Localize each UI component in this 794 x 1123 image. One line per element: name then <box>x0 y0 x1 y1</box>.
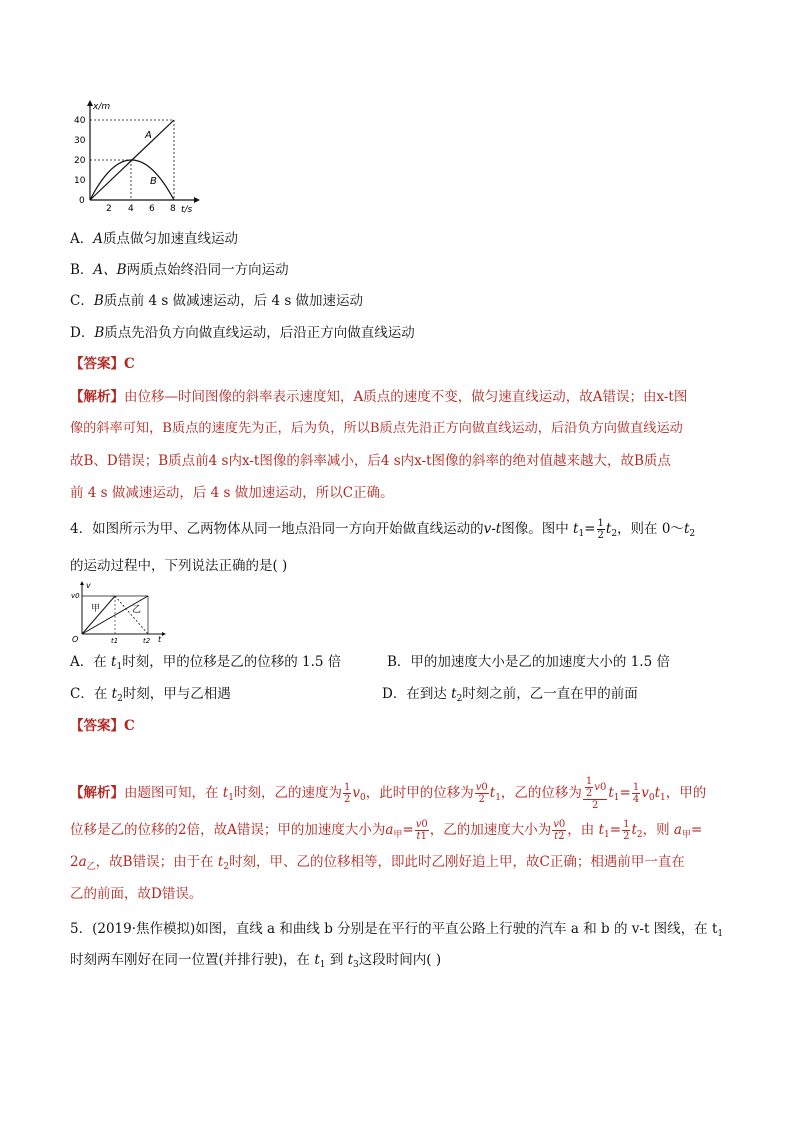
q4-analysis-line-2: 位移是乙的位移的2倍，故A错误；甲的加速度大小为$a_甲=$ $\frac{v0}{t1}$ ，乙的加速度大小为 $\frac{v0}{t2}$ ，由 $t_1=$ $\frac{1}{2}$ $t_2$，则 $a_甲=$ <box>70 819 703 842</box>
y-axis-label: x/m <box>93 102 111 112</box>
y-tick: 0 <box>79 196 85 206</box>
v0-label: v0 <box>71 592 80 600</box>
x-tick: 4 <box>128 204 134 214</box>
xt-graph <box>70 98 200 216</box>
origin-label: O <box>72 635 79 644</box>
label-b: B <box>150 176 157 187</box>
vt-graph <box>70 580 170 644</box>
curve-b <box>90 160 174 200</box>
q3-answer: 【答案】C <box>70 356 135 372</box>
q3-option-b: B．A、B两质点始终沿同一方向运动 <box>70 262 289 278</box>
q4-option-a: A．在 $t_1$时刻，甲的位移是乙的位移的 1.5 倍 <box>70 654 342 672</box>
q4-option-d: D．在到达 $t_2$时刻之前，乙一直在甲的前面 <box>382 686 638 704</box>
q5-stem-line-2: 时刻两车刚好在同一位置(并排行驶)，在 $t_1$ 到 $t_3$这段时间内( ) <box>70 952 442 970</box>
line-jia <box>82 596 115 634</box>
q3-option-d: D．B质点先沿负方向做直线运动，后沿正方向做直线运动 <box>70 325 415 341</box>
q4-stem-line-1: 4．如图所示为甲、乙两物体从同一地点沿同一方向开始做直线运动的v-t图像。图中 $t_1=$ $\frac{1}{2}$ $t_2$，则在 $0\sim t_2$ <box>70 518 696 541</box>
q4-answer: 【答案】C <box>70 718 135 734</box>
x-axis-label: t/s <box>181 205 193 215</box>
q3-analysis-line-1: 【解析】由位移—时间图像的斜率表示速度知，A质点的速度不变，做匀速直线运动，故A错误；由x-t图 <box>70 389 688 405</box>
t1-label: t1 <box>111 637 119 644</box>
y-tick: 40 <box>74 116 86 126</box>
t-axis-label: t <box>158 635 162 644</box>
q3-analysis-line-4: 前 4 s 做减速运动，后 4 s 做加速运动，所以C正确。 <box>70 485 394 501</box>
x-tick: 8 <box>170 204 176 214</box>
y-tick: 20 <box>74 156 86 166</box>
label-a: A <box>145 130 152 141</box>
q4-analysis-line-4: 乙的前面，故D错误。 <box>70 886 203 902</box>
q4-option-c: C．在 $t_2$时刻，甲与乙相遇 <box>70 686 231 704</box>
q4-stem-line-2: 的运动过程中，下列说法正确的是( ) <box>70 558 288 574</box>
yi-label: 乙 <box>132 605 142 615</box>
q4-analysis-line-3: $2a_乙$，故B错误；由于在 $t_2$时刻，甲、乙的位移相等，即此时乙刚好追上甲，故C正确；相遇前甲一直在 <box>70 854 685 872</box>
q3-option-c: C．B质点前 4 s 做减速运动，后 4 s 做加速运动 <box>70 293 364 309</box>
q3-analysis-line-2: 像的斜率可知，B质点的速度先为正，后为负，所以B质点先沿正方向做直线运动，后沿负方向做直线运动 <box>70 421 683 436</box>
y-tick: 10 <box>74 176 86 186</box>
v-axis-label: v <box>86 581 91 590</box>
line-jia-down <box>115 596 148 634</box>
x-tick: 2 <box>106 204 112 214</box>
q4-analysis-line-1: 【解析】由题图可知，在 $t_1$时刻，乙的速度为 $\frac{1}{2}$ $v_0$，此时甲的位移为 $\frac{v0}{2}$ $t_1$，乙的位移为 $\frac{1}{2}$ v0 2 $t_1=$ $\frac{1}{4}$ $v_0t_1$，甲的 <box>70 776 707 811</box>
x-tick: 6 <box>149 204 155 214</box>
q3-option-a: A．A质点做匀加速直线运动 <box>70 231 238 247</box>
q3-analysis-line-3: 故B、D错误；B质点前4 s内x-t图像的斜率减小，后4 s内x-t图像的斜率的绝对值越来越大，故B质点 <box>70 453 671 469</box>
jia-label: 甲 <box>91 604 101 614</box>
y-tick: 30 <box>74 136 86 146</box>
q5-stem-line-1: 5．(2019·焦作模拟)如图，直线 a 和曲线 b 分别是在平行的平直公路上行驶的汽车 a 和 b 的 v-t 图线，在 $t_1$ <box>70 921 724 939</box>
q4-option-b: B．甲的加速度大小是乙的加速度大小的 1.5 倍 <box>387 654 670 670</box>
t2-label: t2 <box>143 637 151 644</box>
